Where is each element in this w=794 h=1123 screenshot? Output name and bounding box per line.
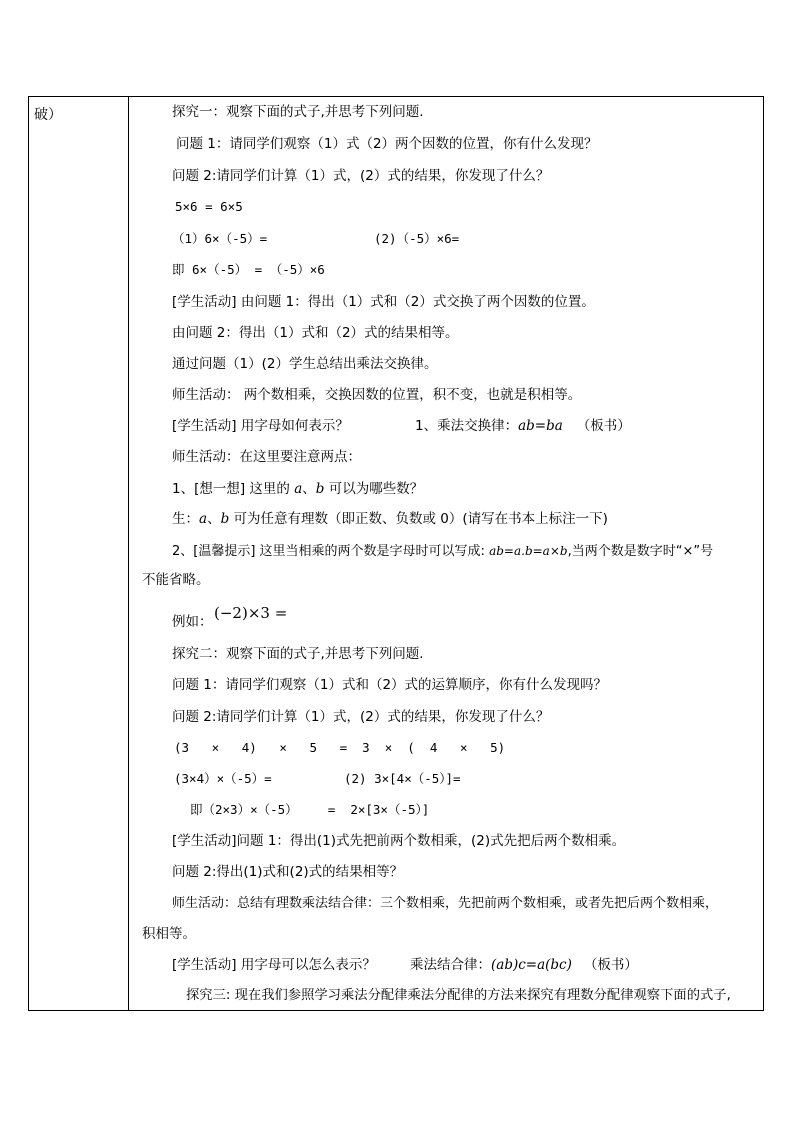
s1-letters-question: [学生活动] 用字母如何表示？ — [172, 418, 349, 434]
law-formula: (ab)c=a(bc) — [491, 957, 572, 973]
law-suffix: （板书） — [583, 957, 638, 973]
student-prefix: 生： — [172, 511, 199, 527]
left-cell-text: 破） — [34, 107, 62, 123]
s1-example-expression: (−2)×3 = — [214, 604, 288, 622]
s1-student — [172, 511, 608, 527]
think-b: b — [315, 481, 325, 497]
think-a: a — [294, 481, 303, 497]
s1-tip — [172, 543, 713, 560]
s1-teacher-2: 师生活动：在这里要注意两点： — [172, 449, 361, 465]
student-b: b — [220, 511, 230, 527]
s1-answer-1: [学生活动] 由问题 1：得出（1）式和（2）式交换了两个因数的位置。 — [172, 294, 595, 310]
s2-equation-0: (3 × 4) × 5 = 3 × ( 4 × 5) — [174, 740, 506, 755]
s2-equation-1a: (3×4）×（-5）= — [174, 771, 272, 786]
s3-text: 探究三: 现在我们参照学习乘法分配律乘法分配律的方法来探究有理数分配律观察下面的式子, — [186, 988, 731, 1003]
column-divider — [128, 96, 129, 1011]
s1-question-2: 问题 2:请同学们计算（1）式，(2）式的结果，你发现了什么？ — [172, 168, 550, 184]
think-suffix: 可以为哪些数？ — [324, 481, 424, 497]
tip-suffix: ,当两个数是数字时“×”号 — [567, 544, 714, 559]
s2-associative-law — [410, 957, 638, 973]
s1-question-1: 问题 1：请同学们观察（1）式（2）两个因数的位置，你有什么发现？ — [176, 136, 598, 152]
s2-answer-1: [学生活动]问题 1：得出(1)式先把前两个数相乘，(2)式先把后两个数相乘。 — [172, 833, 626, 849]
s2-teacher-1-continuation: 积相等。 — [142, 926, 196, 942]
s1-teacher-1: 师生活动： 两个数相乘，交换因数的位置，积不变，也就是积相等。 — [172, 387, 582, 403]
s2-question-2: 问题 2:请同学们计算（1）式，(2）式的结果，你发现了什么？ — [172, 709, 550, 725]
law-prefix: 1、乘法交换律： — [415, 418, 519, 434]
s1-example-label: 例如： — [172, 614, 213, 630]
student-suffix: 可为任意有理数（即正数、负数或 0）(请写在书本上标注一下) — [229, 511, 608, 527]
s1-think — [172, 481, 423, 497]
law-prefix: 乘法结合律： — [410, 957, 491, 973]
s2-equation-1b: (2) 3×[4×（-5）]= — [344, 771, 461, 786]
student-sep: 、 — [207, 511, 221, 527]
s1-commutative-law — [415, 418, 631, 434]
s1-answer-2: 由问题 2：得出（1）式和（2）式的结果相等。 — [172, 325, 459, 341]
tip-formula: ab=a.b=a×b — [489, 544, 568, 558]
s2-question-1: 问题 1：请同学们观察（1）式和（2）式的运算顺序，你有什么发现吗？ — [172, 677, 608, 693]
s2-title: 探究二：观察下面的式子,并思考下列问题. — [172, 646, 424, 662]
s1-title: 探究一：观察下面的式子,并思考下列问题. — [172, 104, 424, 120]
s1-tip-continuation: 不能省略。 — [142, 572, 210, 588]
student-a: a — [199, 511, 208, 527]
think-prefix: 1、[想一想] 这里的 — [172, 481, 290, 497]
tip-text: 2、[温馨提示] 这里当相乘的两个数是字母时可以写成: — [172, 544, 485, 559]
s1-equation-3: 即 6×（-5） = （-5）×6 — [172, 262, 325, 277]
think-sep: 、 — [302, 481, 316, 497]
s2-letters-question: [学生活动] 用字母可以怎么表示？ — [172, 957, 376, 973]
s1-equation-0: 5×6 = 6×5 — [175, 199, 243, 214]
s2-teacher-1: 师生活动：总结有理数乘法结合律：三个数相乘，先把前两个数相乘，或者先把后两个数相乘， — [172, 896, 719, 911]
s1-equation-1: （1）6×（-5）= — [172, 231, 268, 246]
law-formula: ab=ba — [518, 418, 563, 434]
s2-equation-2: 即（2×3）×（-5） = 2×[3×（-5）] — [190, 802, 430, 817]
s1-answer-3: 通过问题（1）(2）学生总结出乘法交换律。 — [172, 356, 438, 372]
s2-answer-2: 问题 2:得出(1)式和(2)式的结果相等？ — [172, 864, 404, 880]
law-suffix: （板书） — [576, 418, 631, 434]
s1-equation-2: (2)（-5）×6= — [374, 231, 460, 246]
